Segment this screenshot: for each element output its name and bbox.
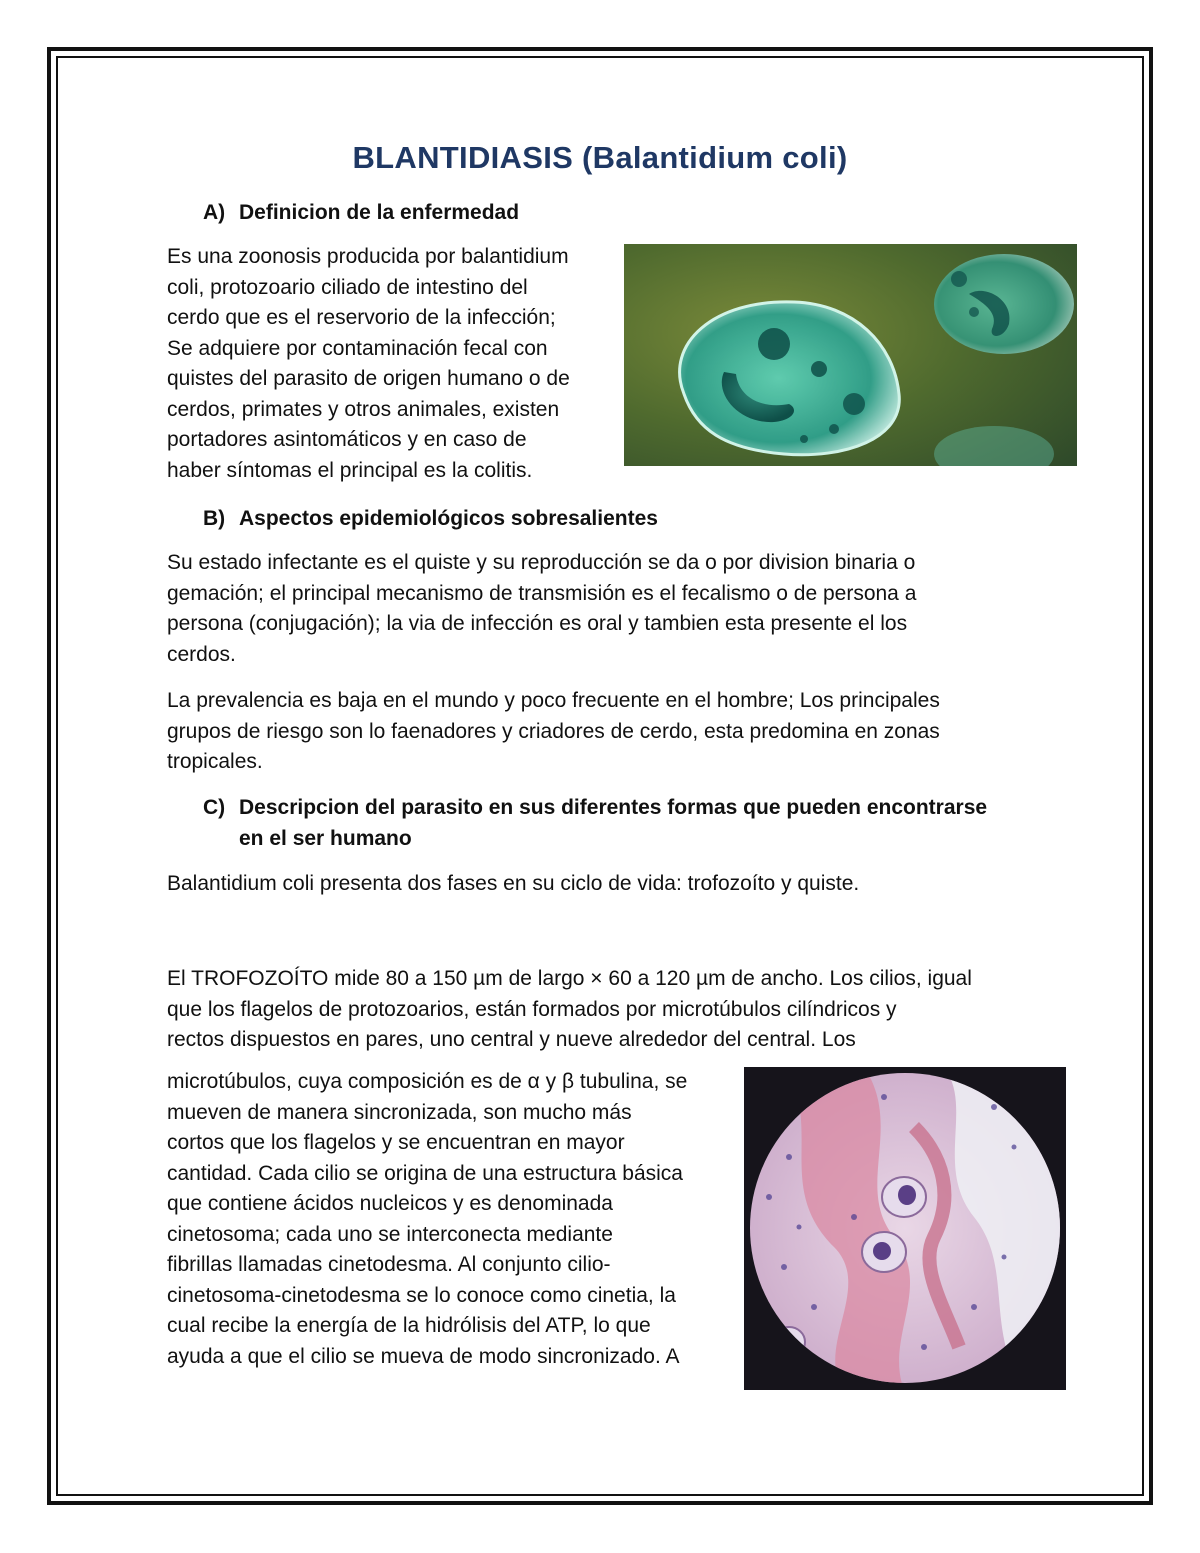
histology-micrograph xyxy=(744,1067,1066,1390)
section-a-letter: A) xyxy=(203,201,226,224)
text-line: cortos que los flagelos y se encuentran en mayor xyxy=(167,1131,625,1154)
text-line: cantidad. Cada cilio se origina de una estructura básica xyxy=(167,1161,683,1185)
text-line: haber síntomas el principal es la colitis. xyxy=(167,458,533,482)
text-line: La prevalencia es baja en el mundo y poco frecuente en el hombre; Los principales xyxy=(167,689,940,712)
section-b-title: Aspectos epidemiológicos sobresalientes xyxy=(239,507,658,530)
document-title: BLANTIDIASIS (Balantidium coli) xyxy=(352,140,848,175)
text-line: cual recibe la energía de la hidrólisis del ATP, lo que xyxy=(167,1314,651,1337)
text-line: que contiene ácidos nucleicos y es denominada xyxy=(167,1192,613,1215)
text-line: cerdos, primates y otros animales, existen xyxy=(167,397,560,421)
text-line: coli, protozoario ciliado de intestino del xyxy=(167,275,528,299)
balantidium-illustration xyxy=(624,244,1077,466)
text-line: cinetosoma-cinetodesma se lo conoce como cinetia, la xyxy=(167,1283,676,1307)
text-line: tropicales. xyxy=(167,750,263,773)
section-b-letter: B) xyxy=(203,507,226,530)
text-line: cerdos. xyxy=(167,642,236,666)
section-a-title: Definicion de la enfermedad xyxy=(239,201,520,224)
text-line: El TROFOZOÍTO mide 80 a 150 µm de largo × 60 a 120 µm de ancho. Los cilios, igual xyxy=(167,967,972,990)
text-line: Se adquiere por contaminación fecal con xyxy=(167,336,548,360)
section-a-heading xyxy=(203,197,803,228)
text-line: Es una zoonosis producida por balantidium xyxy=(167,245,569,268)
text-line: cerdo que es el reservorio de la infección; xyxy=(167,306,556,329)
section-c-letter: C) xyxy=(203,796,226,819)
heading-line: en el ser humano xyxy=(239,827,412,850)
text-line: grupos de riesgo son lo faenadores y criadores de cerdo, esta predomina en zonas xyxy=(167,719,940,743)
section-b-paragraph-1 xyxy=(167,548,1047,670)
section-c-intro: Balantidium coli presenta dos fases en su ciclo de vida: trofozoíto y quiste. xyxy=(167,872,860,895)
section-a-paragraph xyxy=(167,242,617,486)
text-line: rectos dispuestos en pares, uno central y nueve alrededor del central. Los xyxy=(167,1028,856,1051)
text-line: cinetosoma; cada uno se interconecta mediante xyxy=(167,1222,613,1246)
text-line: fibrillas llamadas cinetodesma. Al conjunto cilio- xyxy=(167,1253,611,1276)
section-b-paragraph-2 xyxy=(167,686,1047,778)
text-line: que los flagelos de protozoarios, están formados por microtúbulos cilíndricos y xyxy=(167,997,897,1021)
section-c-heading xyxy=(203,792,1043,854)
text-line: ayuda a que el cilio se mueva de modo sincronizado. A xyxy=(167,1344,680,1368)
trophozoite-paragraph xyxy=(167,964,1047,1056)
text-line: Su estado infectante es el quiste y su reproducción se da o por division binaria o xyxy=(167,551,916,574)
text-line: mueven de manera sincronizada, son mucho más xyxy=(167,1100,632,1124)
text-line: persona (conjugación); la via de infección es oral y tambien esta presente el los xyxy=(167,612,908,635)
heading-line: Descripcion del parasito en sus diferentes formas que pueden encontrarse xyxy=(239,796,988,819)
text-line: gemación; el principal mecanismo de transmisión es el fecalismo o de persona a xyxy=(167,581,917,605)
text-line: quistes del parasito de origen humano o de xyxy=(167,367,570,390)
trophozoite-paragraph-wrapped xyxy=(167,1067,737,1372)
text-line: portadores asintomáticos y en caso de xyxy=(167,428,527,451)
section-b-heading xyxy=(203,503,903,534)
text-line: microtúbulos, cuya composición es de α y β tubulina, se xyxy=(167,1070,688,1093)
section-c-title xyxy=(239,792,1039,854)
